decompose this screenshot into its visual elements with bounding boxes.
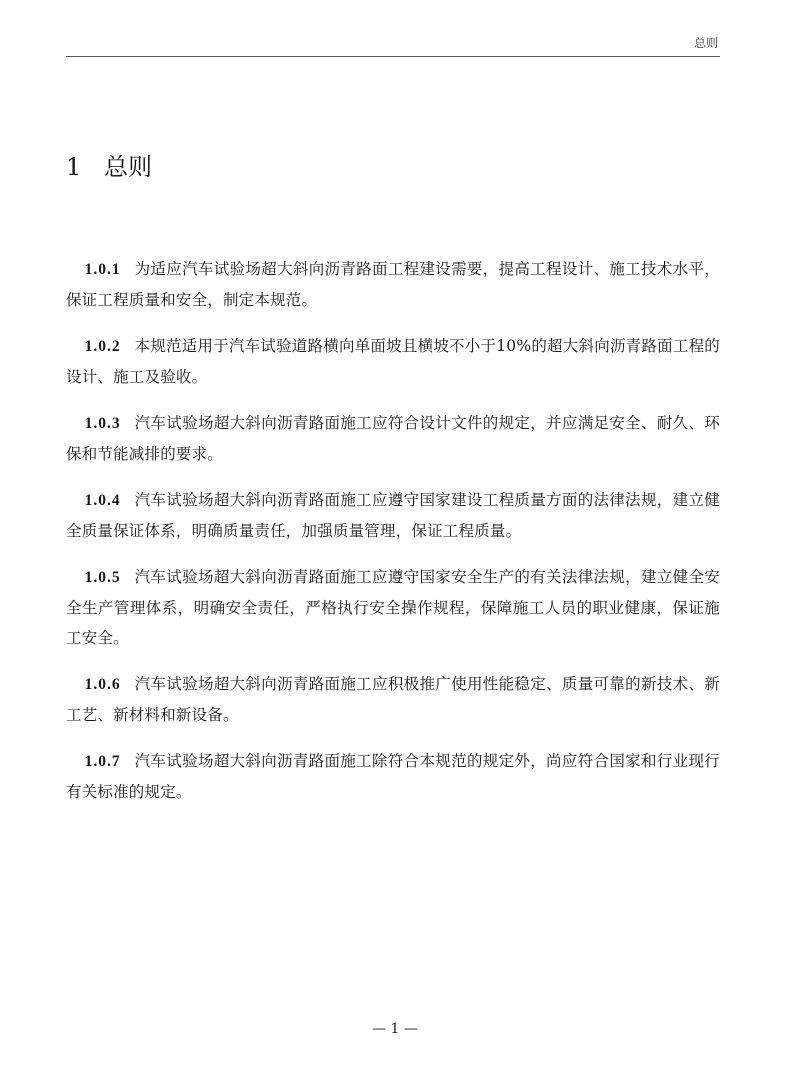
header-rule [66,56,720,57]
clause-number: 1.0.4 [84,492,121,509]
clause-text: 汽车试验场超大斜向沥青路面施工除符合本规范的规定外，尚应符合国家和行业现行有关标准的规定。 [66,752,720,801]
clause-1-0-1 [66,254,720,315]
clause-number: 1.0.5 [84,569,121,586]
clause-text: 汽车试验场超大斜向沥青路面施工应遵守国家安全生产的有关法律法规，建立健全安全生产管理体系，明确安全责任，严格执行安全操作规程，保障施工人员的职业健康，保证施工安全。 [66,568,720,647]
clause-number: 1.0.3 [84,415,121,432]
page-number: — 1 — [372,1021,418,1037]
running-header-title: 总则 [693,36,718,50]
chapter-title [66,150,152,184]
clause-number: 1.0.2 [84,338,121,355]
clause-number: 1.0.1 [84,261,121,278]
clause-text: 为适应汽车试验场超大斜向沥青路面工程建设需要，提高工程设计、施工技术水平，保证工程质量和安全，制定本规范。 [66,260,720,309]
clause-text: 汽车试验场超大斜向沥青路面施工应积极推广使用性能稳定、质量可靠的新技术、新工艺、新材料和新设备。 [66,675,720,724]
clause-text: 汽车试验场超大斜向沥青路面施工应遵守国家建设工程质量方面的法律法规，建立健全质量保证体系，明确质量责任，加强质量管理，保证工程质量。 [66,491,720,540]
clause-number: 1.0.6 [84,676,121,693]
clause-1-0-6 [66,669,720,730]
clause-1-0-7 [66,746,720,807]
clause-text: 汽车试验场超大斜向沥青路面施工应符合设计文件的规定，并应满足安全、耐久、环保和节能减排的要求。 [66,414,720,463]
clause-number: 1.0.7 [84,753,121,770]
clause-1-0-5 [66,562,720,653]
clause-1-0-3 [66,408,720,469]
chapter-title-text: 总则 [104,153,152,181]
clause-text: 本规范适用于汽车试验道路横向单面坡且横坡不小于10%的超大斜向沥青路面工程的设计、施工及验收。 [66,337,720,386]
clause-1-0-4 [66,485,720,546]
chapter-number: 1 [66,153,82,181]
clause-list [66,254,720,823]
clause-1-0-2 [66,331,720,392]
